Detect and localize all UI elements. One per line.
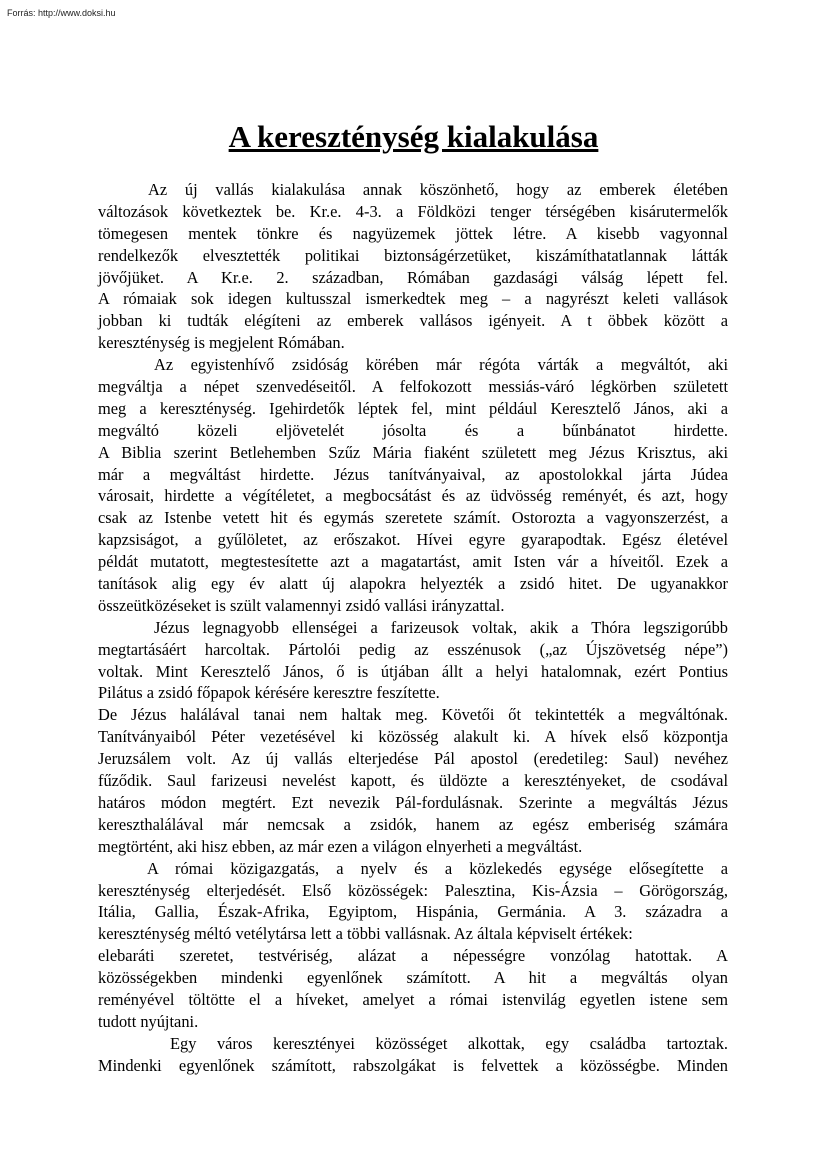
- text-line: kereszténység is megjelent Rómában.: [98, 333, 345, 353]
- text-line: Pilátus a zsidó főpapok kérésére keresztre feszítette.: [98, 683, 440, 703]
- text-line: csak az Istenbe vetett hit és egymás szeretete számít. Ostorozta a vagyonszerzést, a: [98, 508, 728, 528]
- text-line: tudott nyújtani.: [98, 1011, 199, 1031]
- text-line: tömegesen mentek tönkre és nagyüzemek jöttek létre. A kisebb vagyonnal: [98, 223, 728, 243]
- text-line: kereszthalálával már nemcsak a zsidók, hanem az egész emberiség számára: [98, 814, 728, 834]
- text-line: közösségekben mindenki egyenlőnek számított. A hit a megváltás olyan: [98, 968, 728, 988]
- text-line: Egy város keresztényei közösséget alkottak, egy családba tartoztak.: [170, 1033, 728, 1053]
- text-line: Mindenki egyenlőnek számított, rabszolgákat is felvettek a közösségbe. Minden: [98, 1055, 728, 1075]
- text-line: Tanítványaiból Péter vezetésével ki közösség alakult ki. A hívek első központja: [98, 727, 728, 747]
- text-line: kapzsiságot, a gyűlöletet, az erőszakot. Hívei egyre gyarapodtak. Egész életével: [98, 530, 728, 550]
- text-line: városait, hirdette a végítéletet, a megbocsátást és az üdvösség reményét, és azt, hogy: [98, 486, 728, 506]
- document-body: [98, 179, 728, 1077]
- text-line: határos módon megtért. Ezt nevezik Pál-fordulásnak. Szerinte a megváltás Jézus: [98, 792, 728, 812]
- source-url: Forrás: http://www.doksi.hu: [7, 8, 116, 18]
- text-line: jobban ki tudták elégíteni az emberek vallásos igényeit. A t öbbek között a: [98, 311, 728, 331]
- text-line: megtörtént, aki hisz ebben, az már ezen a világon elnyerheti a megváltást.: [98, 836, 583, 856]
- text-line: kereszténység méltó vetélytársa lett a többi vallásnak. Az általa képviselt értékek:: [98, 924, 633, 944]
- text-line: meg a kereszténység. Igehirdetők léptek fel, mint például Keresztelő János, aki a: [98, 398, 728, 418]
- text-line: megváltó közeli eljövetelét jósolta és a bűnbánatot hirdette.: [98, 420, 728, 440]
- text-line: reményével töltötte el a híveket, amelyet a római istenvilág egyetlen istene sem: [98, 989, 728, 1009]
- text-line: megváltja a népet szenvedéseitől. A felfokozott messiás-váró légkörben született: [98, 377, 728, 397]
- text-line: Jeruzsálem volt. Az új vallás elterjedése Pál apostol (eredetileg: Saul) nevéhez: [98, 749, 728, 769]
- text-line: fűződik. Saul farizeusi nevelést kapott, és üldözte a keresztényeket, de csodával: [98, 771, 728, 791]
- text-line: A Biblia szerint Betlehemben Szűz Mária fiaként született meg Jézus Krisztus, aki: [98, 442, 728, 462]
- text-line: már a megváltást hirdette. Jézus tanítványaival, az apostolokkal járta Júdea: [98, 464, 728, 484]
- text-line: Jézus legnagyobb ellenségei a farizeusok voltak, akik a Thóra legszigorúbb: [154, 617, 728, 637]
- text-line: A római közigazgatás, a nyelv és a közlekedés egysége elősegítette a: [147, 858, 728, 878]
- text-line: változások következtek be. Kr.e. 4-3. a Földközi tenger térségében kisárutermelők: [98, 201, 728, 221]
- text-line: elebaráti szeretet, testvériség, alázat a népességre vonzólag hatottak. A: [98, 946, 728, 966]
- text-line: De Jézus halálával tanai nem haltak meg. Követői őt tekintették a megváltónak.: [98, 705, 728, 725]
- text-line: összeütközéseket is szült valamennyi zsidó vallási irányzattal.: [98, 595, 505, 615]
- page-title: A kereszténység kialakulása: [228, 118, 599, 154]
- text-line: jövőjüket. A Kr.e. 2. században, Rómában gazdasági válság lépett fel.: [98, 267, 728, 287]
- text-line: rendelkezők elvesztették politikai biztonságérzetüket, kiszámíthatatlannak látták: [98, 245, 728, 265]
- text-line: megtartásáért harcoltak. Pártolói pedig az esszénusok („az Újszövetség népe”): [98, 639, 728, 659]
- text-line: voltak. Mint Keresztelő János, ő is útjában állt a helyi hatalomnak, ezért Pontius: [98, 661, 728, 681]
- text-line: kereszténység elterjedését. Első közösségek: Palesztina, Kis-Ázsia – Görögország,: [98, 880, 728, 900]
- text-line: Itália, Gallia, Észak-Afrika, Egyiptom, Hispánia, Germánia. A 3. századra a: [98, 902, 728, 922]
- text-line: A rómaiak sok idegen kultusszal ismerkedtek meg – a nagyrészt keleti vallások: [98, 289, 728, 309]
- text-line: Az új vallás kialakulása annak köszönhető, hogy az emberek életében: [148, 180, 728, 199]
- text-line: tanítások alig egy év alatt új alapokra helyezték a zsidó hitet. De ugyanakkor: [98, 574, 728, 594]
- text-line: Az egyistenhívő zsidóság körében már régóta várták a megváltót, aki: [154, 355, 728, 375]
- text-line: példát mutatott, megtestesítette azt a magatartást, amit Isten vár a híveitől. Ezek a: [98, 552, 728, 572]
